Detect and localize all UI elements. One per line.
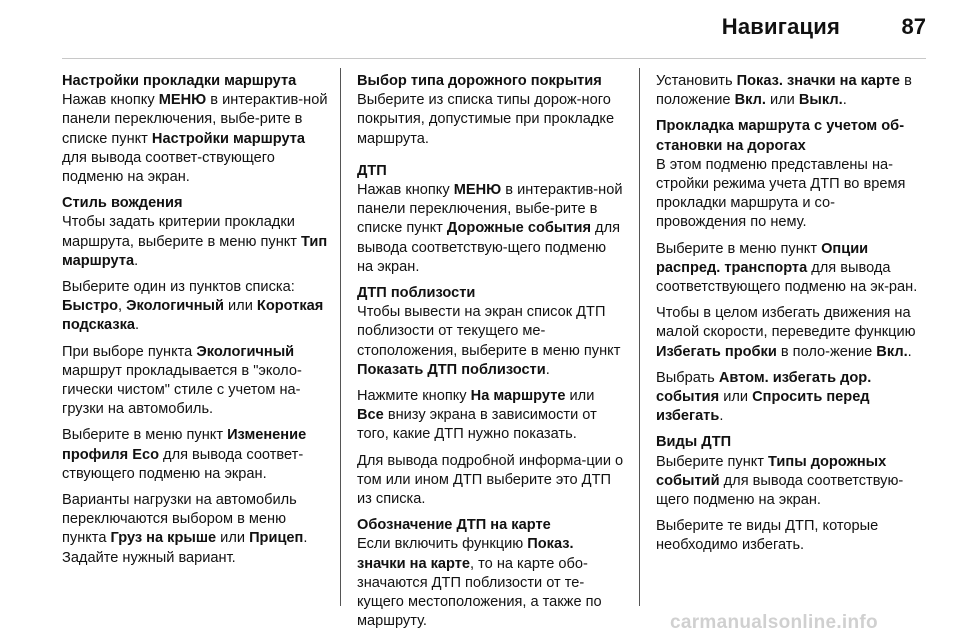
section-heading: Выбор типа дорожного покрытия [357,73,602,89]
watermark: carmanualsonline.info [670,612,878,633]
column-3 [656,72,924,563]
paragraph: Выберите один из пунктов списка: Быстро, Экологичный или Короткая подсказка. [62,279,324,334]
paragraph: Установить Показ. значки на карте в положение Вкл. или Выкл.. [656,73,912,109]
column-2 [357,72,625,638]
column-divider-1 [340,68,341,606]
paragraph: Выбрать Автом. избегать дор. события или Спросить перед избегать. [656,369,872,425]
section-heading: Прокладка маршрута с учетом об-становки на дорогах [656,118,905,154]
section-incident-types: Виды ДТП Выберите пункт Типы дорожных событий для вывода соответствую-щего подменю на экран. [656,433,924,510]
section-heading: ДТП поблизости [357,285,476,302]
section-heading: ДТП [357,162,387,179]
paragraph: Выберите в меню пункт Опции распред. транспорта для вывода соответствующего подменю на эк-ран. [656,240,918,296]
paragraph: Для вывода подробной информа-ции о том или ином ДТП выберите это ДТП из списка. [357,452,624,508]
section-heading: Стиль вождения [62,195,183,212]
section-nearby-incidents: ДТП поблизости Чтобы вывести на экран список ДТП поблизости от текущего ме-стоположения, выберите в меню пункт Показать ДТП поблизости. [357,284,625,380]
section-driving-style: Стиль вождения Чтобы задать критерии прокладки маршрута, выберите в меню пункт Тип маршрута. [62,194,330,271]
column-1 [62,72,330,575]
paragraph: Чтобы в целом избегать движения на малой скорости, переведите функцию Избегать пробки в поло-жение Вкл.. [656,305,916,360]
section-traffic-incidents: ДТП Нажав кнопку МЕНЮ в интерактив-ной панели переключения, выбе-рите в списке пункт Дорожные события для вывода соответствую-щего подменю на экран. [357,162,625,277]
column-divider-2 [639,68,640,606]
paragraph: Нажмите кнопку На маршруте или Все внизу экрана в зависимости от того, какие ДТП нужно показать. [357,388,597,443]
section-heading: Виды ДТП [656,434,732,451]
section-map-incidents: Обозначение ДТП на карте Если включить функцию Показ. значки на карте, то на карте обо-значаются ДТП поблизости от те-кущего местоположения, а также по маршруту. [357,516,625,631]
paragraph: Варианты нагрузки на автомобиль переключаются выбором в меню пункта Груз на крыше или Прицеп. Задайте нужный вариант. [62,492,308,566]
header-rule [62,58,926,59]
paragraph: Выберите в меню пункт Изменение профиля Eco для вывода соответ-ствующего подменю на экран. [62,427,307,482]
section-road-surface: Выбор типа дорожного покрытия Выберите из списка типы дорож-ного покрытия, допустимые при прокладке маршрута. [357,72,625,149]
section-traffic-routing: Прокладка маршрута с учетом об-становки на дорогах В этом подменю представлены на-стройки режима учета ДТП во время прокладки маршрута и со-провождения по нему. [656,117,924,232]
page-header-title: Навигация [721,14,840,39]
paragraph: При выборе пункта Экологичный маршрут прокладывается в "эколо-гически чистом" стиле с учетом на-грузки на автомобиль. [62,343,302,418]
section-route-settings: Настройки прокладки маршрута Нажав кнопку МЕНЮ в интерактив-ной панели переключения, выбе-рите в списке пункт Настройки маршрута для вывода соответ-ствующего подменю на экран. [62,72,330,187]
section-heading: Обозначение ДТП на карте [357,517,551,534]
page-number: 87 [901,14,926,39]
section-heading: Настройки прокладки маршрута [62,73,297,89]
paragraph: Выберите те виды ДТП, которые необходимо избегать. [656,518,879,554]
